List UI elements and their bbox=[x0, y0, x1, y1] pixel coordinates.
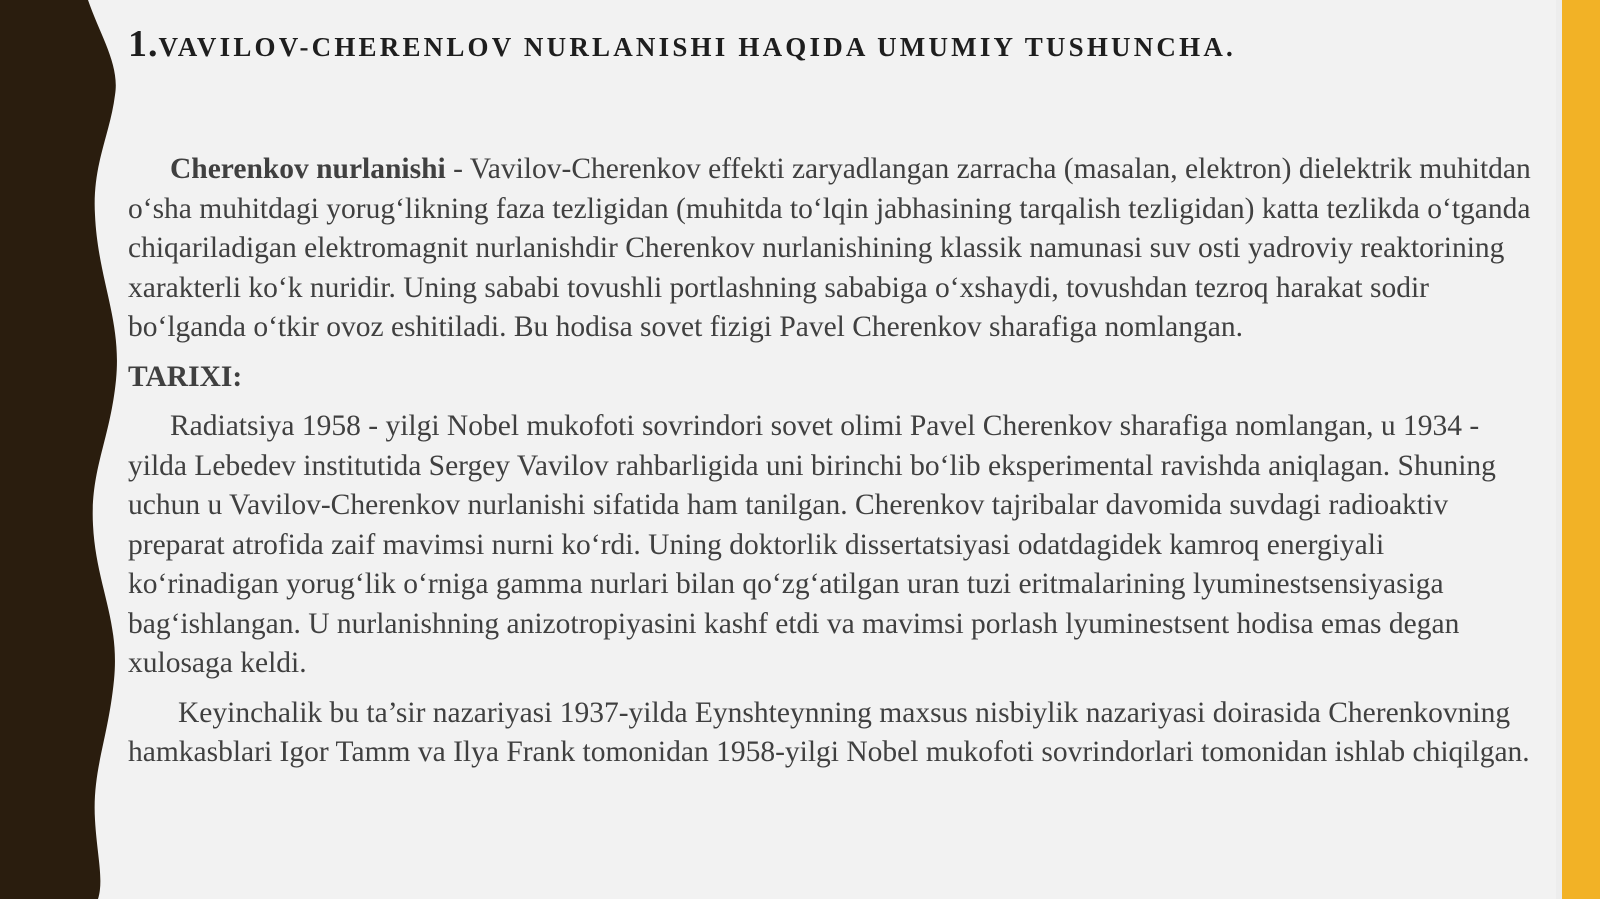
history-paragraph-2: Keyinchalik bu ta’sir nazariyasi 1937-yilda Eynshteynning maxsus nisbiylik nazariyasi doirasida Cherenkovning hamkasblari Igor Tamm va Ilya Frank tomonidan 1958-yilgi Nobel mukofoti sovrindorlari tomonidan ishlab chiqilgan. bbox=[128, 696, 1530, 768]
title-end-period: . bbox=[1226, 32, 1233, 62]
intro-text: - Vavilov-Cherenkov effekti zaryadlangan zarracha (masalan, elektron) dielektrik muhitdan o‘sha muhitdagi yorug‘likning faza tezligidan (muhitda to‘lqin jabhasining tarqalish tezligidan) katta tezlikda o‘tganda chiqariladigan elektromagnit nurlanishdir Cherenkov nurlanishining klassik namunasi suv osti yadroviy reaktorining xarakterli ko‘k nuridir. Uning sababi tovushli portlashning sababiga o‘xshaydi, tovushdan tezroq harakat sodir bo‘lganda o‘tkir ovoz eshitiladi. Bu hodisa sovet fizigi Pavel Cherenkov sharafiga nomlangan. bbox=[128, 153, 1531, 343]
slide-body bbox=[128, 150, 1538, 773]
history-heading: TARIXI: bbox=[128, 360, 243, 393]
title-text: VAVILOV-CHERENLOV NURLANISHI HAQIDA UMUMIY TUSHUNCHA bbox=[158, 32, 1227, 62]
intro-term: Cherenkov nurlanishi bbox=[170, 153, 446, 185]
left-wavy-band bbox=[0, 0, 125, 899]
intro-paragraph bbox=[128, 150, 1538, 348]
title-number: 1. bbox=[128, 23, 159, 65]
slide-title bbox=[128, 22, 1233, 66]
right-accent-bar bbox=[1562, 0, 1600, 899]
history-paragraph-1: Radiatsiya 1958 - yilgi Nobel mukofoti sovrindori sovet olimi Pavel Cherenkov sharafiga nomlangan, u 1934 - yilda Lebedev institutida Sergey Vavilov rahbarligida uni birinchi bo‘lib eksperimental ravishda aniqlagan. Shuning uchun u Vavilov-Cherenkov nurlanishi sifatida ham tanilgan. Cherenkov tajribalar davomida suvdagi radioaktiv preparat atrofida zaif mavimsi nurni ko‘rdi. Uning doktorlik dissertatsiyasi odatdagidek kamroq energiyali ko‘rinadigan yorug‘lik o‘rniga gamma nurlari bilan qo‘zg‘atilgan uran tuzi eritmalarining lyuminestsensiyasiga bag‘ishlangan. U nurlanishning anizotropiyasini kashf etdi va mavimsi porlash lyuminestsent hodisa emas degan xulosaga keldi. bbox=[128, 410, 1496, 679]
